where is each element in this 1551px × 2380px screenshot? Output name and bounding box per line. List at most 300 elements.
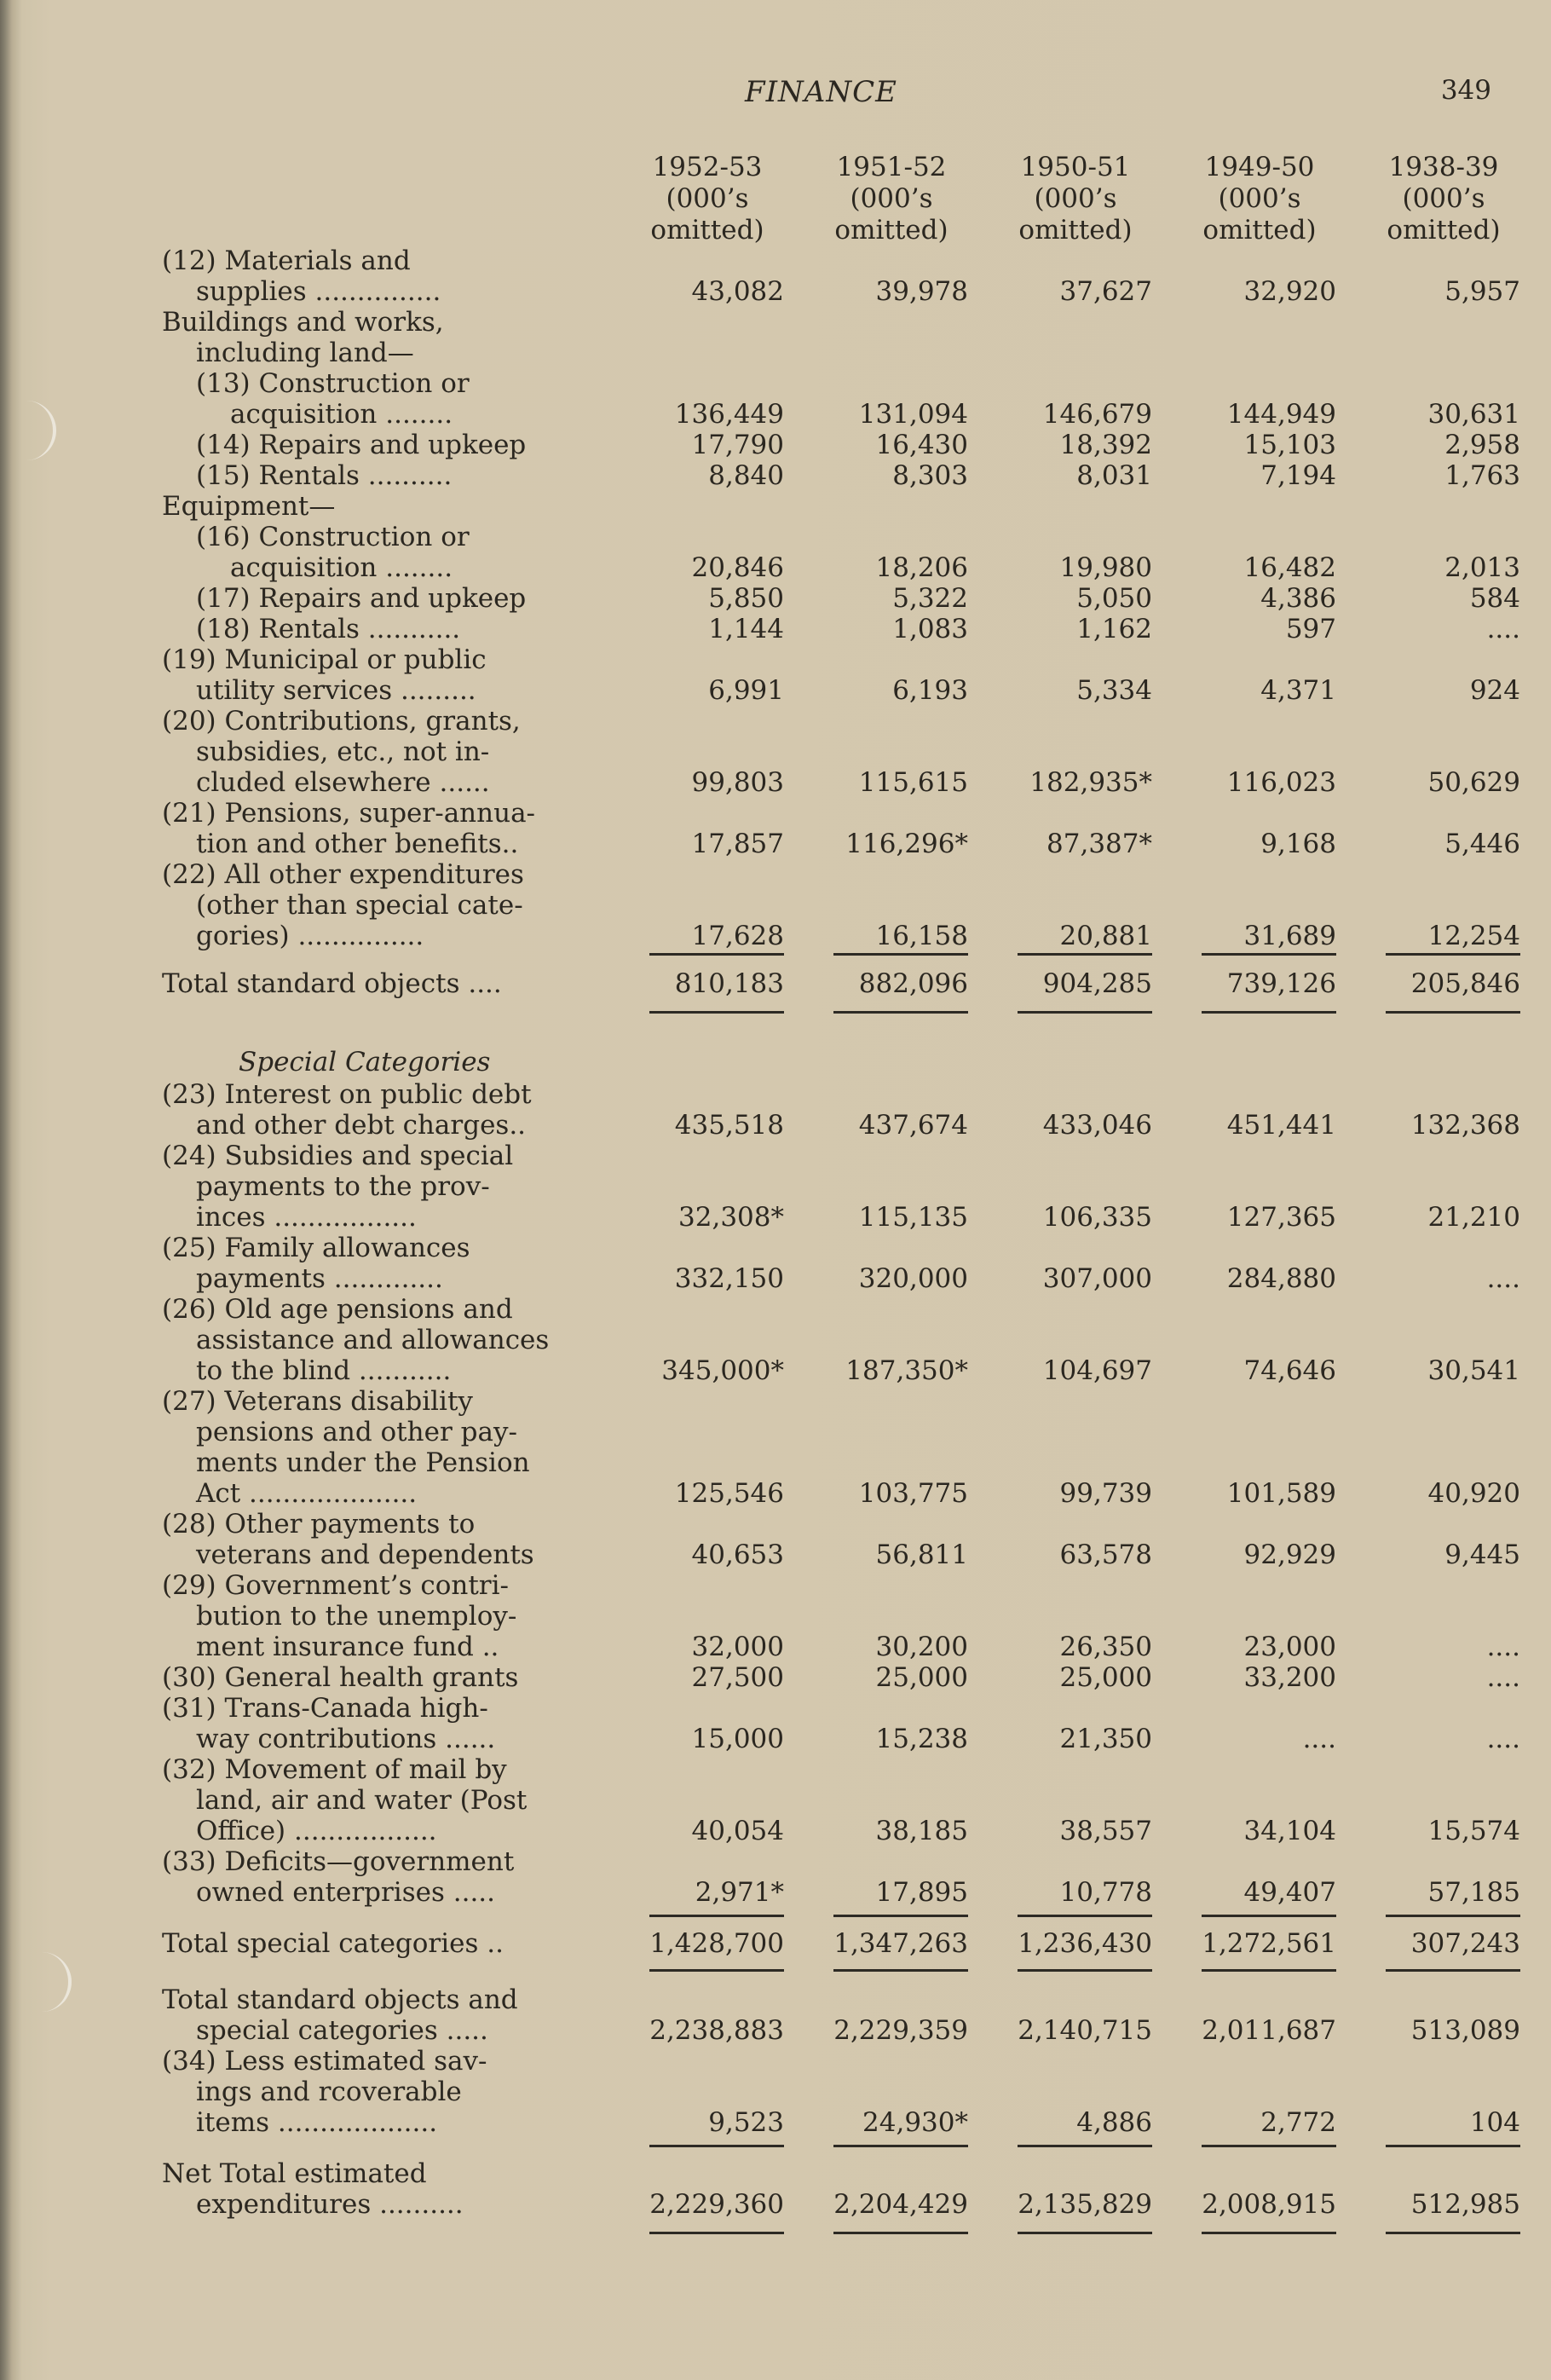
cell-value: 37,627 [1059,276,1152,307]
table-row [162,583,1520,614]
total-special-row [162,1928,1520,1959]
cell-value: 10,778 [1059,1877,1152,1908]
cell-value: 17,790 [691,430,784,460]
row-label [162,368,579,430]
cell-value: 16,482 [1243,552,1336,583]
row-label-line: Net Total estimated [162,2158,427,2189]
cell-value: 512,985 [1410,2189,1520,2220]
table-row [162,1570,1520,1662]
cell-value: 2,135,829 [1018,2189,1152,2220]
cell-value: 16,430 [875,430,968,460]
column-header-year: 1949-50 [1204,152,1315,182]
row-label-line: assistance and allowances [196,1325,550,1355]
row-label-line: Equipment— [162,491,336,522]
cell-value: 4,371 [1260,675,1336,706]
column-rule [833,1915,968,1917]
cell-value: 1,083 [892,614,968,644]
section-title: Special Categories [239,1047,491,1077]
row-label-line: to the blind ........... [196,1355,452,1386]
row-spacer [162,1920,1491,1928]
column-rule [1202,1969,1336,1972]
cell-value: 146,679 [1042,399,1152,430]
column-header [1358,152,1529,246]
row-label [162,1570,579,1662]
cell-value: 144,949 [1226,399,1336,430]
subtotal-rules [162,1908,1491,1920]
cell-value: 15,000 [691,1724,784,1754]
row-label-line: subsidies, etc., not in- [196,737,490,767]
cell-value: 345,000* [661,1355,784,1386]
cell-value: 6,193 [892,675,968,706]
cell-value: 43,082 [691,276,784,307]
cell-value: 15,103 [1243,430,1336,460]
column-header-note: omitted) [1202,215,1317,246]
row-label [162,798,579,859]
table-row [162,1509,1520,1570]
row-label [162,2158,579,2220]
row-label-line: (19) Municipal or public [162,644,487,675]
row-label [162,430,579,460]
cell-value: 56,811 [875,1539,968,1570]
column-header-year: 1951-52 [836,152,947,182]
row-label-line: cluded elsewhere ...... [196,767,490,798]
cell-value: 2,229,360 [649,2189,784,2220]
column-header-unit: (000’s [850,183,933,214]
row-label-line: (28) Other payments to [162,1509,476,1539]
cell-value: 8,031 [1076,460,1152,491]
cell-value: 1,272,561 [1202,1928,1336,1959]
cell-value: 30,200 [875,1632,968,1662]
table-row [162,368,1520,430]
column-headers [162,152,1501,246]
total-standard-row [162,968,1520,999]
column-rule [649,1969,784,1972]
cell-value: 433,046 [1042,1110,1152,1141]
cell-value: 25,000 [1059,1662,1152,1693]
row-label-line: Office) ................. [196,1816,437,1846]
row-label-line: pensions and other pay- [196,1417,517,1447]
column-header [806,152,977,246]
row-label-line: (31) Trans-Canada high- [162,1693,488,1724]
row-label-line: ments under the Pension [196,1447,530,1478]
cell-value: 132,368 [1410,1110,1520,1141]
table-row [162,491,1491,522]
row-label [162,1984,579,2046]
column-rule [1202,1011,1336,1014]
row-label-line: payments to the prov- [196,1171,490,1202]
row-label [162,307,579,368]
column-header-unit: (000’s [1034,183,1117,214]
row-label-line: (other than special cate- [196,890,523,921]
row-label-line: Total special categories .. [162,1928,504,1959]
cell-value: 32,000 [691,1632,784,1662]
cell-value: 49,407 [1243,1877,1336,1908]
row-label-line: gories) ............... [196,921,424,951]
column-header [1174,152,1345,246]
cell-value: 2,140,715 [1018,2015,1152,2046]
row-label [162,1662,579,1693]
total-rules [162,2220,1491,2237]
row-label [162,1754,579,1846]
cell-value: 8,840 [708,460,784,491]
column-rule [1018,1915,1152,1917]
row-label-line: items ................... [196,2107,438,2138]
cell-value: .... [1486,1724,1520,1754]
cell-value: 101,589 [1226,1478,1336,1509]
row-label-line: (26) Old age pensions and [162,1294,513,1325]
cell-value: 2,971* [695,1877,784,1908]
cell-value: 26,350 [1059,1632,1152,1662]
table-row [162,614,1520,644]
row-label-line: supplies ............... [196,276,441,307]
table-row [162,430,1520,460]
cell-value: 106,335 [1042,1202,1152,1233]
cell-value: 115,135 [858,1202,968,1233]
row-label-line: way contributions ...... [196,1724,496,1754]
cell-value: 32,920 [1243,276,1336,307]
row-label-line: expenditures .......... [196,2189,464,2220]
cell-value: 127,365 [1226,1202,1336,1233]
column-rule [833,1969,968,1972]
column-rule [1386,2145,1520,2147]
cell-value: 5,957 [1444,276,1520,307]
cell-value: 21,350 [1059,1724,1152,1754]
cell-value: 307,243 [1410,1928,1520,1959]
row-label [162,491,579,522]
cell-value: 2,229,359 [833,2015,968,2046]
row-label-line: acquisition ........ [230,552,453,583]
cell-value: 451,441 [1226,1110,1336,1141]
cell-value: 31,689 [1243,921,1336,951]
running-head: FINANCE [745,75,897,109]
row-label-line: (13) Construction or [196,368,470,399]
column-header-year: 1950-51 [1020,152,1131,182]
table-row [162,1294,1520,1386]
cell-value: 99,739 [1059,1478,1152,1509]
row-label [162,522,579,583]
cell-value: 924 [1469,675,1520,706]
cell-value: 27,500 [691,1662,784,1693]
cell-value: .... [1486,614,1520,644]
row-label [162,1928,579,1959]
column-rule [833,953,968,956]
table-row [162,1233,1520,1294]
cell-value: 2,011,687 [1202,2015,1336,2046]
row-label-line: (22) All other expenditures [162,859,524,890]
cell-value: 103,775 [858,1478,968,1509]
binder-hole-mark [19,401,56,460]
cell-value: 1,347,263 [833,1928,968,1959]
column-rule [1386,1915,1520,1917]
cell-value: 205,846 [1410,968,1520,999]
row-label-line: tion and other benefits.. [196,829,519,859]
row-label-line: (29) Government’s contri- [162,1570,509,1601]
cell-value: 33,200 [1243,1662,1336,1693]
cell-value: 115,615 [858,767,968,798]
column-rule [649,1011,784,1014]
row-label-line: bution to the unemploy- [196,1601,517,1632]
row-label-line: (17) Repairs and upkeep [196,583,527,614]
table-row [162,1141,1520,1233]
row-label [162,1386,579,1509]
row-label-line: (25) Family allowances [162,1233,470,1263]
row-label-line: Total standard objects .... [162,968,502,999]
cell-value: 1,428,700 [649,1928,784,1959]
row-label-line: Act .................... [196,1478,418,1509]
net-total-row [162,2158,1520,2220]
cell-value: 16,158 [875,921,968,951]
row-spacer [162,1974,1491,1984]
cell-value: 39,978 [875,276,968,307]
row-label [162,460,579,491]
cell-value: 2,204,429 [833,2189,968,2220]
row-label [162,706,579,798]
cell-value: 513,089 [1410,2015,1520,2046]
row-label-line: (30) General health grants [162,1662,519,1693]
table-row [162,859,1520,951]
row-label-line: payments ............. [196,1263,443,1294]
cell-value: 9,168 [1260,829,1336,859]
cell-value: 125,546 [674,1478,784,1509]
cell-value: 584 [1469,583,1520,614]
table-row [162,706,1520,798]
column-rule [649,2232,784,2234]
row-label-line: land, air and water (Post [196,1785,528,1816]
row-label-line: ment insurance fund .. [196,1632,499,1662]
column-header-note: omitted) [1018,215,1133,246]
cell-value: 15,574 [1427,1816,1520,1846]
cell-value: 2,013 [1444,552,1520,583]
table-row [162,246,1520,307]
page-header [0,75,1551,118]
row-spacer [162,2150,1491,2158]
column-rule [1202,1915,1336,1917]
column-rule [1386,2232,1520,2234]
row-label-line: (23) Interest on public debt [162,1079,532,1110]
row-label [162,1079,579,1141]
column-rule [649,1915,784,1917]
table-row [162,460,1520,491]
cell-value: 50,629 [1427,767,1520,798]
cell-value: 131,094 [858,399,968,430]
column-rule [1202,2145,1336,2147]
cell-value: 4,886 [1076,2107,1152,2138]
row-label [162,246,579,307]
subtotal-rules [162,951,1491,958]
table-row [162,307,1491,368]
cell-value: 116,296* [845,829,968,859]
table-row [162,1846,1520,1908]
total-combined-row [162,1984,1520,2046]
cell-value: 5,334 [1076,675,1152,706]
row-label [162,1233,579,1294]
column-rule [833,1011,968,1014]
cell-value: 30,541 [1427,1355,1520,1386]
row-label-line: (21) Pensions, super-annua- [162,798,536,829]
cell-value: 435,518 [674,1110,784,1141]
column-header-note: omitted) [834,215,948,246]
cell-value: 38,185 [875,1816,968,1846]
cell-value: 284,880 [1226,1263,1336,1294]
column-rule [1386,1011,1520,1014]
cell-value: 1,144 [708,614,784,644]
row-label [162,1294,579,1386]
row-label-line: (16) Construction or [196,522,470,552]
column-rule [1202,2232,1336,2234]
cell-value: 7,194 [1260,460,1336,491]
cell-value: 739,126 [1226,968,1336,999]
row-label [162,1509,579,1570]
column-rule [833,2145,968,2147]
cell-value: 18,392 [1059,430,1152,460]
row-label-line: (15) Rentals .......... [196,460,453,491]
cell-value: 5,446 [1444,829,1520,859]
table-row [162,1079,1520,1141]
column-rule [833,2232,968,2234]
cell-value: 1,236,430 [1018,1928,1152,1959]
cell-value: 104,697 [1042,1355,1152,1386]
cell-value: 9,445 [1444,1539,1520,1570]
cell-value: 182,935* [1029,767,1152,798]
column-rule [1386,1969,1520,1972]
cell-value: 20,881 [1059,921,1152,951]
cell-value: 332,150 [674,1263,784,1294]
row-label-line: and other debt charges.. [196,1110,527,1141]
row-label-line: Buildings and works, [162,307,444,338]
column-header-unit: (000’s [1402,183,1485,214]
cell-value: 5,322 [892,583,968,614]
page-number: 349 [1440,75,1491,106]
cell-value: 17,628 [691,921,784,951]
cell-value: 32,308* [678,1202,784,1233]
cell-value: 1,763 [1444,460,1520,491]
cell-value: 92,929 [1243,1539,1336,1570]
row-label [162,644,579,706]
row-label [162,1846,579,1908]
row-label-line: utility services ......... [196,675,476,706]
column-rule [649,953,784,956]
row-label-line: special categories ..... [196,2015,488,2046]
cell-value: .... [1486,1263,1520,1294]
column-header-unit: (000’s [1218,183,1301,214]
column-rule [1018,953,1152,956]
row-label [162,614,579,644]
cell-value: 904,285 [1042,968,1152,999]
row-label [162,859,579,951]
column-header [990,152,1161,246]
column-header-year: 1938-39 [1388,152,1499,182]
table-row [162,1386,1520,1509]
table-row [162,1662,1520,1693]
row-label-line: (27) Veterans disability [162,1386,473,1417]
row-label-line: including land— [196,338,414,368]
column-rule [649,2145,784,2147]
cell-value: 17,895 [875,1877,968,1908]
cell-value: 21,210 [1427,1202,1520,1233]
cell-value: 2,008,915 [1202,2189,1336,2220]
cell-value: 25,000 [875,1662,968,1693]
row-label-line: (12) Materials and [162,246,411,276]
total-rules [162,999,1491,1016]
column-rule [1386,953,1520,956]
cell-value: 20,846 [691,552,784,583]
cell-value: 17,857 [691,829,784,859]
row-label-line: inces ................. [196,1202,417,1233]
cell-value: 307,000 [1042,1263,1152,1294]
cell-value: .... [1486,1662,1520,1693]
cell-value: 24,930* [862,2107,968,2138]
row-label [162,583,579,614]
column-header [622,152,793,246]
cell-value: 30,631 [1427,399,1520,430]
cell-value: 104 [1469,2107,1520,2138]
cell-value: 87,387* [1046,829,1152,859]
table-row [162,1693,1520,1754]
cell-value: 4,386 [1260,583,1336,614]
cell-value: 5,050 [1076,583,1152,614]
cell-value: .... [1302,1724,1336,1754]
row-label-line: acquisition ........ [230,399,453,430]
cell-value: 63,578 [1059,1539,1152,1570]
row-label [162,1141,579,1233]
cell-value: 6,991 [708,675,784,706]
row-label-line: (34) Less estimated sav- [162,2046,487,2077]
cell-value: 597 [1285,614,1336,644]
column-rule [1018,2145,1152,2147]
row-label-line: (18) Rentals ........... [196,614,461,644]
table-row [162,798,1520,859]
row-label [162,968,579,999]
total-rules [162,1959,1491,1974]
row-label [162,1693,579,1754]
cell-value: 136,449 [674,399,784,430]
cell-value: 5,850 [708,583,784,614]
binder-hole-mark [34,1952,72,2012]
cell-value: 2,238,883 [649,2015,784,2046]
row-label-line: veterans and dependents [196,1539,534,1570]
cell-value: 1,162 [1076,614,1152,644]
cell-value: .... [1486,1632,1520,1662]
cell-value: 99,803 [691,767,784,798]
cell-value: 116,023 [1226,767,1336,798]
cell-value: 57,185 [1427,1877,1520,1908]
column-rule [1018,1969,1152,1972]
row-label [162,2046,579,2138]
row-label-line: (24) Subsidies and special [162,1141,514,1171]
row-label-line: (32) Movement of mail by [162,1754,507,1785]
less-savings-row [162,2046,1520,2138]
cell-value: 19,980 [1059,552,1152,583]
expenditure-table [162,152,1520,2237]
column-header-unit: (000’s [666,183,749,214]
column-rule [1202,953,1336,956]
table-body [162,246,1520,2237]
cell-value: 437,674 [858,1110,968,1141]
cell-value: 882,096 [858,968,968,999]
table-row [162,1754,1520,1846]
cell-value: 34,104 [1243,1816,1336,1846]
row-label-line: (20) Contributions, grants, [162,706,521,737]
cell-value: 38,557 [1059,1816,1152,1846]
table-row [162,522,1520,583]
cell-value: 40,920 [1427,1478,1520,1509]
column-header-note: omitted) [1387,215,1501,246]
cell-value: 18,206 [875,552,968,583]
cell-value: 810,183 [674,968,784,999]
column-header-year: 1952-53 [652,152,763,182]
cell-value: 40,653 [691,1539,784,1570]
table-row [162,644,1520,706]
